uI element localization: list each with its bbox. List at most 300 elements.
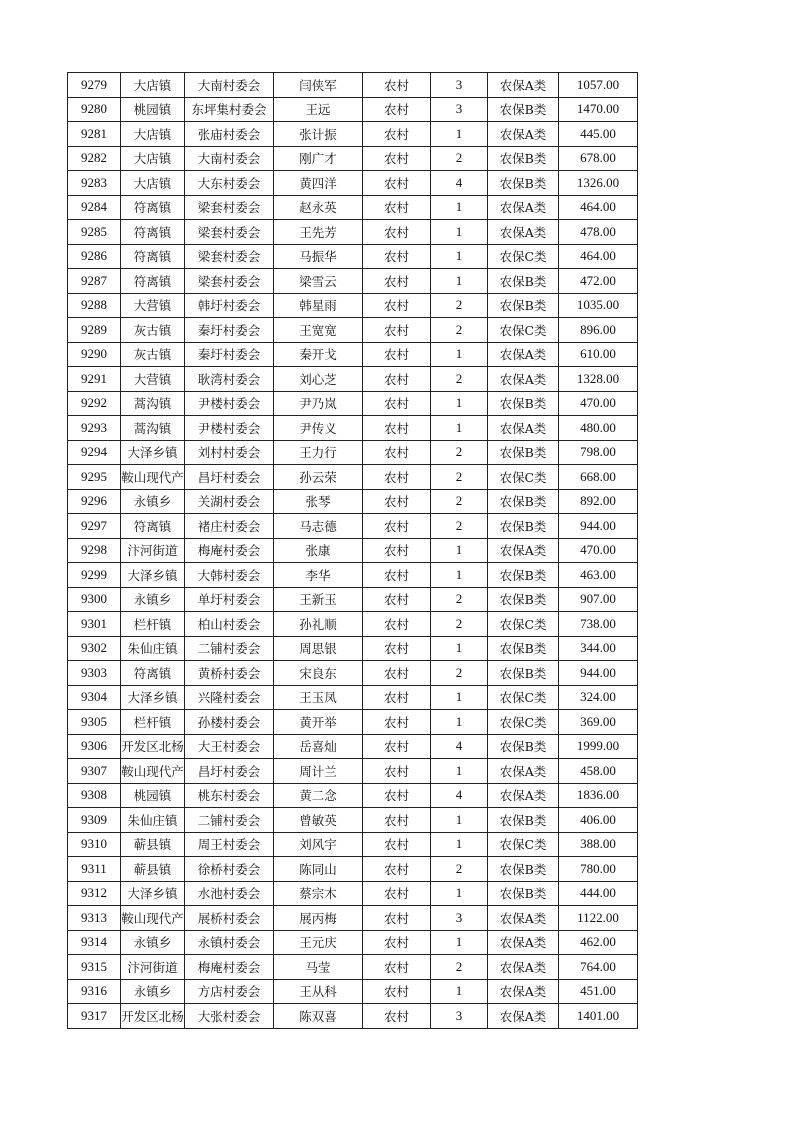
village-committee-cell: 关湖村委会 <box>185 489 274 514</box>
insurance-category-cell: 农保B类 <box>488 269 559 294</box>
village-committee-cell: 周王村委会 <box>185 832 274 857</box>
row-number-cell: 9300 <box>68 587 121 612</box>
member-count-cell: 2 <box>431 955 488 980</box>
table-row <box>68 440 638 465</box>
amount-cell: 464.00 <box>559 195 638 220</box>
amount-cell: 1999.00 <box>559 734 638 759</box>
village-committee-cell: 梅庵村委会 <box>185 955 274 980</box>
household-type-cell: 农村 <box>363 97 431 122</box>
town-cell: 符离镇 <box>121 269 185 294</box>
village-committee-cell: 徐桥村委会 <box>185 857 274 882</box>
member-count-cell: 1 <box>431 881 488 906</box>
amount-cell: 464.00 <box>559 244 638 269</box>
village-committee-cell: 昌圩村委会 <box>185 759 274 784</box>
table-row <box>68 636 638 661</box>
row-number-cell: 9308 <box>68 783 121 808</box>
name-cell: 王力行 <box>274 440 363 465</box>
household-type-cell: 农村 <box>363 293 431 318</box>
row-number-cell: 9290 <box>68 342 121 367</box>
insurance-category-cell: 农保A类 <box>488 1004 559 1029</box>
household-type-cell: 农村 <box>363 220 431 245</box>
village-committee-cell: 梅庵村委会 <box>185 538 274 563</box>
amount-cell: 610.00 <box>559 342 638 367</box>
name-cell: 陈双喜 <box>274 1004 363 1029</box>
village-committee-cell: 昌圩村委会 <box>185 465 274 490</box>
town-cell: 符离镇 <box>121 195 185 220</box>
insurance-category-cell: 农保B类 <box>488 587 559 612</box>
table-row <box>68 979 638 1004</box>
amount-cell: 344.00 <box>559 636 638 661</box>
town-cell: 大店镇 <box>121 73 185 98</box>
amount-cell: 462.00 <box>559 930 638 955</box>
name-cell: 黄开举 <box>274 710 363 735</box>
member-count-cell: 3 <box>431 73 488 98</box>
name-cell: 周思银 <box>274 636 363 661</box>
town-cell: 大营镇 <box>121 293 185 318</box>
member-count-cell: 1 <box>431 563 488 588</box>
member-count-cell: 1 <box>431 342 488 367</box>
household-type-cell: 农村 <box>363 808 431 833</box>
household-type-cell: 农村 <box>363 710 431 735</box>
household-type-cell: 农村 <box>363 146 431 171</box>
member-count-cell: 1 <box>431 930 488 955</box>
name-cell: 张琴 <box>274 489 363 514</box>
amount-cell: 1470.00 <box>559 97 638 122</box>
town-cell: 永镇乡 <box>121 930 185 955</box>
table-row <box>68 906 638 931</box>
insurance-category-cell: 农保A类 <box>488 906 559 931</box>
insurance-category-cell: 农保B类 <box>488 440 559 465</box>
village-committee-cell: 兴隆村委会 <box>185 685 274 710</box>
village-committee-cell: 耿湾村委会 <box>185 367 274 392</box>
town-cell: 蒿沟镇 <box>121 391 185 416</box>
name-cell: 赵永英 <box>274 195 363 220</box>
household-type-cell: 农村 <box>363 832 431 857</box>
table-body <box>68 73 638 1029</box>
amount-cell: 444.00 <box>559 881 638 906</box>
name-cell: 王从科 <box>274 979 363 1004</box>
household-type-cell: 农村 <box>363 685 431 710</box>
amount-cell: 944.00 <box>559 661 638 686</box>
insurance-category-cell: 农保B类 <box>488 881 559 906</box>
town-cell: 灰古镇 <box>121 318 185 343</box>
amount-cell: 678.00 <box>559 146 638 171</box>
insurance-category-cell: 农保A类 <box>488 416 559 441</box>
village-committee-cell: 尹楼村委会 <box>185 391 274 416</box>
household-type-cell: 农村 <box>363 783 431 808</box>
name-cell: 王元庆 <box>274 930 363 955</box>
insurance-category-cell: 农保A类 <box>488 195 559 220</box>
table-row <box>68 538 638 563</box>
insurance-category-cell: 农保A类 <box>488 342 559 367</box>
row-number-cell: 9283 <box>68 171 121 196</box>
table-row <box>68 97 638 122</box>
row-number-cell: 9292 <box>68 391 121 416</box>
insurance-category-cell: 农保B类 <box>488 293 559 318</box>
name-cell: 王新玉 <box>274 587 363 612</box>
table-row <box>68 220 638 245</box>
table-row <box>68 465 638 490</box>
row-number-cell: 9287 <box>68 269 121 294</box>
member-count-cell: 1 <box>431 220 488 245</box>
town-cell: 鞍山现代产 <box>121 759 185 784</box>
name-cell: 宋良东 <box>274 661 363 686</box>
insurance-category-cell: 农保C类 <box>488 685 559 710</box>
name-cell: 闫侠军 <box>274 73 363 98</box>
village-committee-cell: 大王村委会 <box>185 734 274 759</box>
table-row <box>68 783 638 808</box>
table-row <box>68 73 638 98</box>
member-count-cell: 1 <box>431 195 488 220</box>
row-number-cell: 9297 <box>68 514 121 539</box>
insurance-category-cell: 农保C类 <box>488 318 559 343</box>
member-count-cell: 3 <box>431 906 488 931</box>
amount-cell: 458.00 <box>559 759 638 784</box>
name-cell: 岳喜灿 <box>274 734 363 759</box>
amount-cell: 472.00 <box>559 269 638 294</box>
table-row <box>68 587 638 612</box>
table-row <box>68 269 638 294</box>
row-number-cell: 9296 <box>68 489 121 514</box>
amount-cell: 1035.00 <box>559 293 638 318</box>
table-row <box>68 514 638 539</box>
village-committee-cell: 大南村委会 <box>185 146 274 171</box>
table-row <box>68 293 638 318</box>
amount-cell: 470.00 <box>559 538 638 563</box>
name-cell: 周计兰 <box>274 759 363 784</box>
town-cell: 栏杆镇 <box>121 612 185 637</box>
table-row <box>68 563 638 588</box>
member-count-cell: 1 <box>431 244 488 269</box>
village-committee-cell: 二铺村委会 <box>185 808 274 833</box>
name-cell: 梁雪云 <box>274 269 363 294</box>
village-committee-cell: 褚庄村委会 <box>185 514 274 539</box>
row-number-cell: 9281 <box>68 122 121 147</box>
member-count-cell: 1 <box>431 979 488 1004</box>
row-number-cell: 9293 <box>68 416 121 441</box>
town-cell: 大泽乡镇 <box>121 881 185 906</box>
member-count-cell: 2 <box>431 587 488 612</box>
row-number-cell: 9289 <box>68 318 121 343</box>
household-type-cell: 农村 <box>363 171 431 196</box>
table-row <box>68 367 638 392</box>
village-committee-cell: 韩圩村委会 <box>185 293 274 318</box>
table-row <box>68 808 638 833</box>
household-type-cell: 农村 <box>363 318 431 343</box>
village-committee-cell: 尹楼村委会 <box>185 416 274 441</box>
amount-cell: 480.00 <box>559 416 638 441</box>
insurance-category-cell: 农保A类 <box>488 73 559 98</box>
row-number-cell: 9309 <box>68 808 121 833</box>
amount-cell: 668.00 <box>559 465 638 490</box>
row-number-cell: 9298 <box>68 538 121 563</box>
household-type-cell: 农村 <box>363 930 431 955</box>
row-number-cell: 9280 <box>68 97 121 122</box>
household-type-cell: 农村 <box>363 734 431 759</box>
town-cell: 大店镇 <box>121 122 185 147</box>
household-type-cell: 农村 <box>363 955 431 980</box>
row-number-cell: 9314 <box>68 930 121 955</box>
insurance-category-cell: 农保A类 <box>488 538 559 563</box>
town-cell: 大店镇 <box>121 146 185 171</box>
household-type-cell: 农村 <box>363 759 431 784</box>
town-cell: 鞍山现代产 <box>121 906 185 931</box>
amount-cell: 738.00 <box>559 612 638 637</box>
village-committee-cell: 展桥村委会 <box>185 906 274 931</box>
town-cell: 大泽乡镇 <box>121 685 185 710</box>
amount-cell: 478.00 <box>559 220 638 245</box>
name-cell: 王玉凤 <box>274 685 363 710</box>
member-count-cell: 2 <box>431 612 488 637</box>
row-number-cell: 9311 <box>68 857 121 882</box>
member-count-cell: 3 <box>431 1004 488 1029</box>
amount-cell: 470.00 <box>559 391 638 416</box>
row-number-cell: 9301 <box>68 612 121 637</box>
name-cell: 尹传义 <box>274 416 363 441</box>
insurance-category-cell: 农保B类 <box>488 808 559 833</box>
name-cell: 马振华 <box>274 244 363 269</box>
household-type-cell: 农村 <box>363 195 431 220</box>
village-committee-cell: 大东村委会 <box>185 171 274 196</box>
table-row <box>68 857 638 882</box>
town-cell: 符离镇 <box>121 244 185 269</box>
member-count-cell: 2 <box>431 514 488 539</box>
table-row <box>68 342 638 367</box>
table-row <box>68 661 638 686</box>
household-type-cell: 农村 <box>363 367 431 392</box>
insurance-category-cell: 农保B类 <box>488 636 559 661</box>
household-type-cell: 农村 <box>363 661 431 686</box>
insurance-category-cell: 农保C类 <box>488 612 559 637</box>
member-count-cell: 1 <box>431 832 488 857</box>
table-row <box>68 489 638 514</box>
village-committee-cell: 梁套村委会 <box>185 220 274 245</box>
insurance-category-cell: 农保A类 <box>488 783 559 808</box>
town-cell: 符离镇 <box>121 220 185 245</box>
row-number-cell: 9306 <box>68 734 121 759</box>
name-cell: 王先芳 <box>274 220 363 245</box>
amount-cell: 445.00 <box>559 122 638 147</box>
village-committee-cell: 秦圩村委会 <box>185 342 274 367</box>
amount-cell: 451.00 <box>559 979 638 1004</box>
table-row <box>68 244 638 269</box>
village-committee-cell: 大南村委会 <box>185 73 274 98</box>
insurance-category-cell: 农保C类 <box>488 465 559 490</box>
member-count-cell: 2 <box>431 440 488 465</box>
member-count-cell: 2 <box>431 318 488 343</box>
name-cell: 孙云荣 <box>274 465 363 490</box>
name-cell: 刚广才 <box>274 146 363 171</box>
member-count-cell: 4 <box>431 783 488 808</box>
name-cell: 韩星雨 <box>274 293 363 318</box>
name-cell: 蔡宗木 <box>274 881 363 906</box>
household-type-cell: 农村 <box>363 906 431 931</box>
insurance-category-cell: 农保C类 <box>488 832 559 857</box>
member-count-cell: 3 <box>431 97 488 122</box>
table-row <box>68 391 638 416</box>
village-committee-cell: 水池村委会 <box>185 881 274 906</box>
table-row <box>68 955 638 980</box>
insurance-category-cell: 农保A类 <box>488 759 559 784</box>
household-type-cell: 农村 <box>363 269 431 294</box>
row-number-cell: 9315 <box>68 955 121 980</box>
table-row <box>68 612 638 637</box>
insurance-category-cell: 农保B类 <box>488 857 559 882</box>
insurance-category-cell: 农保B类 <box>488 146 559 171</box>
town-cell: 开发区北杨 <box>121 734 185 759</box>
village-committee-cell: 刘村村委会 <box>185 440 274 465</box>
household-type-cell: 农村 <box>363 857 431 882</box>
name-cell: 黄二念 <box>274 783 363 808</box>
insurance-category-cell: 农保B类 <box>488 489 559 514</box>
name-cell: 马志德 <box>274 514 363 539</box>
row-number-cell: 9299 <box>68 563 121 588</box>
amount-cell: 1836.00 <box>559 783 638 808</box>
name-cell: 马莹 <box>274 955 363 980</box>
insurance-category-cell: 农保A类 <box>488 979 559 1004</box>
name-cell: 张康 <box>274 538 363 563</box>
town-cell: 汴河街道 <box>121 538 185 563</box>
village-committee-cell: 东坪集村委会 <box>185 97 274 122</box>
member-count-cell: 4 <box>431 171 488 196</box>
village-committee-cell: 张庙村委会 <box>185 122 274 147</box>
row-number-cell: 9286 <box>68 244 121 269</box>
household-type-cell: 农村 <box>363 612 431 637</box>
household-type-cell: 农村 <box>363 416 431 441</box>
row-number-cell: 9316 <box>68 979 121 1004</box>
row-number-cell: 9310 <box>68 832 121 857</box>
row-number-cell: 9279 <box>68 73 121 98</box>
insurance-category-cell: 农保B类 <box>488 734 559 759</box>
member-count-cell: 1 <box>431 391 488 416</box>
town-cell: 大营镇 <box>121 367 185 392</box>
name-cell: 陈同山 <box>274 857 363 882</box>
row-number-cell: 9295 <box>68 465 121 490</box>
table-row <box>68 416 638 441</box>
household-type-cell: 农村 <box>363 489 431 514</box>
town-cell: 桃园镇 <box>121 783 185 808</box>
household-type-cell: 农村 <box>363 73 431 98</box>
village-committee-cell: 梁套村委会 <box>185 269 274 294</box>
name-cell: 尹乃岚 <box>274 391 363 416</box>
table-row <box>68 195 638 220</box>
insurance-category-cell: 农保B类 <box>488 661 559 686</box>
row-number-cell: 9305 <box>68 710 121 735</box>
member-count-cell: 1 <box>431 685 488 710</box>
amount-cell: 406.00 <box>559 808 638 833</box>
town-cell: 汴河街道 <box>121 955 185 980</box>
row-number-cell: 9284 <box>68 195 121 220</box>
household-type-cell: 农村 <box>363 881 431 906</box>
household-type-cell: 农村 <box>363 1004 431 1029</box>
name-cell: 曾敏英 <box>274 808 363 833</box>
amount-cell: 1057.00 <box>559 73 638 98</box>
household-type-cell: 农村 <box>363 538 431 563</box>
household-type-cell: 农村 <box>363 636 431 661</box>
village-committee-cell: 大韩村委会 <box>185 563 274 588</box>
household-type-cell: 农村 <box>363 587 431 612</box>
town-cell: 朱仙庄镇 <box>121 808 185 833</box>
table-row <box>68 146 638 171</box>
amount-cell: 1122.00 <box>559 906 638 931</box>
table-row <box>68 171 638 196</box>
row-number-cell: 9294 <box>68 440 121 465</box>
name-cell: 王宽宽 <box>274 318 363 343</box>
village-committee-cell: 秦圩村委会 <box>185 318 274 343</box>
amount-cell: 463.00 <box>559 563 638 588</box>
member-count-cell: 2 <box>431 857 488 882</box>
village-committee-cell: 大张村委会 <box>185 1004 274 1029</box>
village-committee-cell: 梁套村委会 <box>185 195 274 220</box>
village-committee-cell: 方店村委会 <box>185 979 274 1004</box>
town-cell: 蕲县镇 <box>121 832 185 857</box>
table-row <box>68 685 638 710</box>
name-cell: 刘心芝 <box>274 367 363 392</box>
town-cell: 灰古镇 <box>121 342 185 367</box>
table-row <box>68 318 638 343</box>
amount-cell: 896.00 <box>559 318 638 343</box>
town-cell: 鞍山现代产 <box>121 465 185 490</box>
village-committee-cell: 永镇村委会 <box>185 930 274 955</box>
member-count-cell: 2 <box>431 489 488 514</box>
insurance-category-cell: 农保B类 <box>488 514 559 539</box>
household-type-cell: 农村 <box>363 514 431 539</box>
town-cell: 蕲县镇 <box>121 857 185 882</box>
household-type-cell: 农村 <box>363 122 431 147</box>
table-row <box>68 1004 638 1029</box>
town-cell: 栏杆镇 <box>121 710 185 735</box>
household-type-cell: 农村 <box>363 440 431 465</box>
member-count-cell: 2 <box>431 146 488 171</box>
amount-cell: 1328.00 <box>559 367 638 392</box>
member-count-cell: 1 <box>431 710 488 735</box>
insurance-category-cell: 农保B类 <box>488 97 559 122</box>
data-table <box>67 72 638 1029</box>
member-count-cell: 1 <box>431 416 488 441</box>
town-cell: 符离镇 <box>121 514 185 539</box>
member-count-cell: 2 <box>431 661 488 686</box>
insurance-category-cell: 农保A类 <box>488 955 559 980</box>
village-committee-cell: 柏山村委会 <box>185 612 274 637</box>
insurance-category-cell: 农保B类 <box>488 391 559 416</box>
row-number-cell: 9282 <box>68 146 121 171</box>
household-type-cell: 农村 <box>363 342 431 367</box>
amount-cell: 369.00 <box>559 710 638 735</box>
household-type-cell: 农村 <box>363 244 431 269</box>
amount-cell: 388.00 <box>559 832 638 857</box>
row-number-cell: 9313 <box>68 906 121 931</box>
table-row <box>68 122 638 147</box>
insurance-category-cell: 农保A类 <box>488 220 559 245</box>
village-committee-cell: 单圩村委会 <box>185 587 274 612</box>
table-row <box>68 881 638 906</box>
town-cell: 桃园镇 <box>121 97 185 122</box>
village-committee-cell: 孙楼村委会 <box>185 710 274 735</box>
name-cell: 孙礼顺 <box>274 612 363 637</box>
name-cell: 展丙梅 <box>274 906 363 931</box>
member-count-cell: 2 <box>431 367 488 392</box>
household-type-cell: 农村 <box>363 465 431 490</box>
village-committee-cell: 桃东村委会 <box>185 783 274 808</box>
amount-cell: 944.00 <box>559 514 638 539</box>
member-count-cell: 1 <box>431 759 488 784</box>
town-cell: 蒿沟镇 <box>121 416 185 441</box>
village-committee-cell: 二铺村委会 <box>185 636 274 661</box>
household-type-cell: 农村 <box>363 979 431 1004</box>
amount-cell: 907.00 <box>559 587 638 612</box>
member-count-cell: 1 <box>431 269 488 294</box>
row-number-cell: 9302 <box>68 636 121 661</box>
